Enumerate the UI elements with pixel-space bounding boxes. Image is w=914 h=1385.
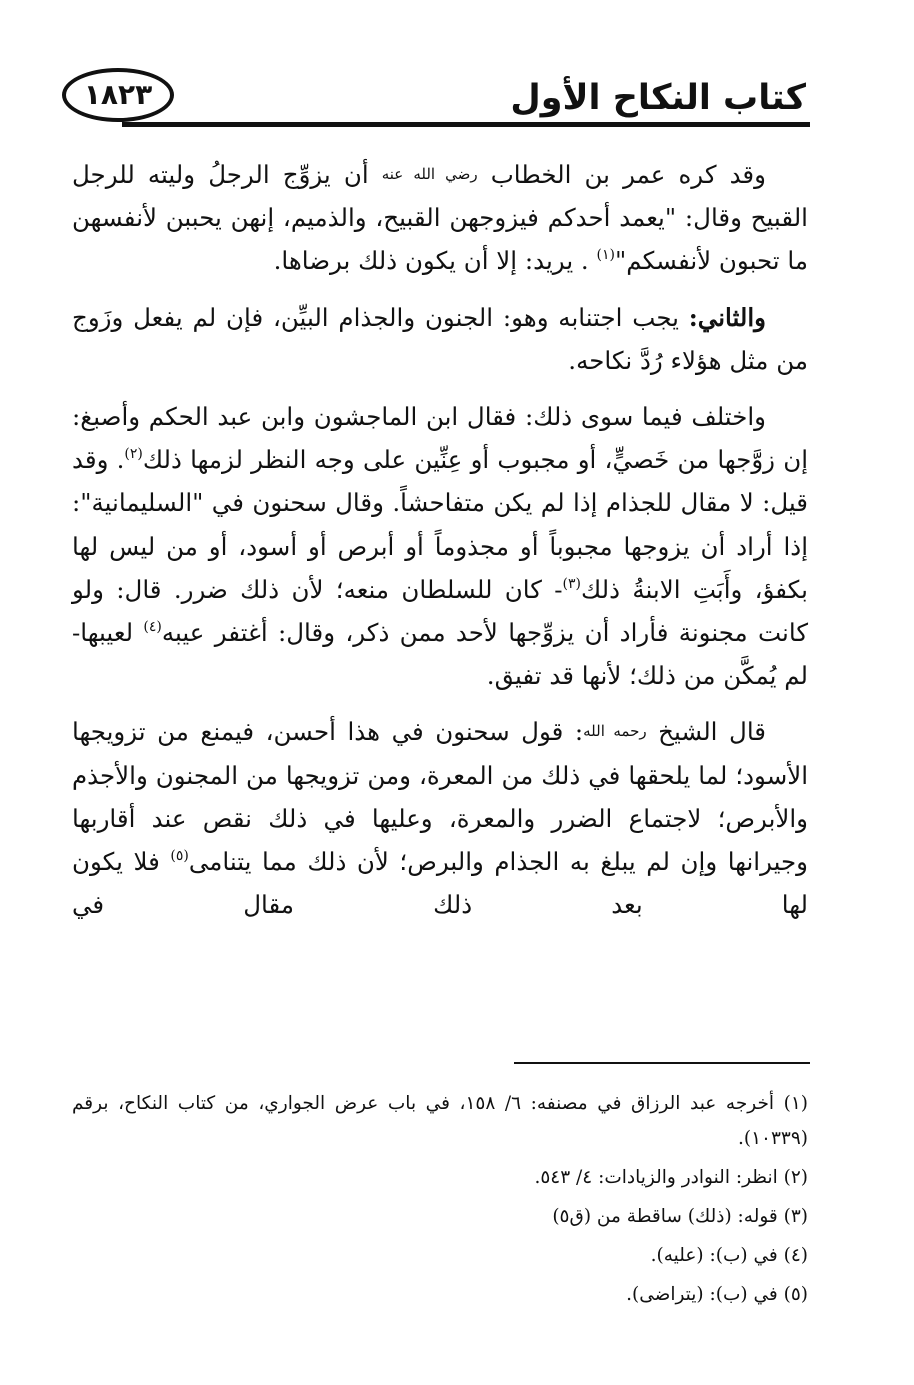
paragraph-2-text: يجب اجتنابه وهو: الجنون والجذام البيِّن، فإن لم يفعل وزَوج من مثل هؤلاء رُدَّ نكاحه.: [72, 302, 808, 375]
page-number-oval: [62, 68, 174, 122]
honorific-symbol: رضي الله عنه: [381, 165, 478, 183]
paragraph-2-lead: والثاني:: [688, 302, 766, 332]
paragraph-3-text-b: . وقد قيل: لا مقال للجذام إذا لم يكن متفاحشاً. وقال سحنون في "السليمانية": إذا أراد أن يزوجها مجبوباً أو مجذوماً أو أبرص أو أسود، أو من ليس لها بكفؤ، وأَبَتِ الابنةُ ذلك: [72, 445, 808, 604]
header-rule: [122, 122, 810, 127]
main-text: [72, 153, 808, 939]
paragraph-4-text-b: : قول سحنون في هذا أحسن، فيمنع من تزويجها الأسود؛ لما يلحقها في ذلك من المعرة، ومن تزويجها من المجنون والأجذم والأبرص؛ لاجتماع الضرر والمعرة، وعليها في ذلك نقص عند أقاربها وجيرانها وإن لم يبلغ به الجذام والبرص؛ لأن ذلك مما يتنامى: [72, 717, 808, 877]
paragraph-4-text-a: قال الشيخ: [658, 717, 766, 747]
paragraph-2: [72, 296, 808, 382]
honorific-symbol: رحمه الله: [583, 722, 647, 741]
paragraph-1-text-c: . يريد: إلا أن يكون ذلك برضاها.: [273, 246, 589, 276]
paragraph-4: [72, 710, 808, 926]
running-title: كتاب النكاح الأول: [510, 78, 806, 118]
paragraph-3: [72, 395, 808, 697]
paragraph-3-text-c: - كان للسلطان منعه؛ لأن ذلك ضرر. قال: ولو كانت مجنونة فأراد أن يزوِّجها لأحد ممن ذكر، وقال: أغتفر عيبه: [72, 574, 808, 648]
footnote-ref-2[interactable]: (٢): [124, 446, 143, 463]
paragraph-3-text-d: لعيبها- لم يُمكَّن من ذلك؛ لأنها قد تفيق.: [72, 618, 808, 691]
paragraph-4-text-c: فلا يكون لها بعد ذلك مقال في: [72, 847, 808, 920]
footnote-3: (٣) قوله: (ذلك) ساقطة من (ق٥): [552, 1206, 808, 1227]
page-number: ١٨٢٣: [83, 78, 153, 111]
footnote-5: (٥) في (ب): (يتراضى).: [626, 1284, 808, 1305]
footnote-ref-3[interactable]: (٣): [562, 575, 582, 592]
footnote-ref-5[interactable]: (٥): [170, 848, 189, 865]
paragraph-1-text-b: أن يزوِّج الرجلُ وليته للرجل القبيح وقال: "يعمد أحدكم فيزوجهن القبيح، والذميم، إنهن يحببن لأنفسهن ما تحبون لأنفسكم": [72, 160, 808, 276]
footnote-4: (٤) في (ب): (عليه).: [650, 1245, 808, 1266]
paragraph-1: [72, 153, 808, 283]
footnotes: [72, 1086, 808, 1316]
paragraph-3-text-a: واختلف فيما سوى ذلك: فقال ابن الماجشون وابن عبد الحكم وأصبغ: إن زوَّجها من خَصيٍّ، أو مجبوب أو عِنِّين على وجه النظر لزمها ذلك: [72, 402, 809, 475]
footnote-separator: [514, 1062, 810, 1064]
footnote-ref-4[interactable]: (٤): [143, 619, 162, 636]
footnote-ref-1[interactable]: (١): [596, 247, 615, 264]
footnote-1: (١) أخرجه عبد الرزاق في مصنفه: ٦/ ١٥٨، في باب عرض الجواري، من كتاب النكاح، برقم (١٠٣٣٩).: [72, 1093, 808, 1149]
page-header: [62, 66, 810, 128]
paragraph-1-text-a: وقد كره عمر بن الخطاب: [490, 160, 766, 189]
footnote-2: (٢) انظر: النوادر والزيادات: ٤/ ٥٤٣.: [534, 1167, 808, 1188]
